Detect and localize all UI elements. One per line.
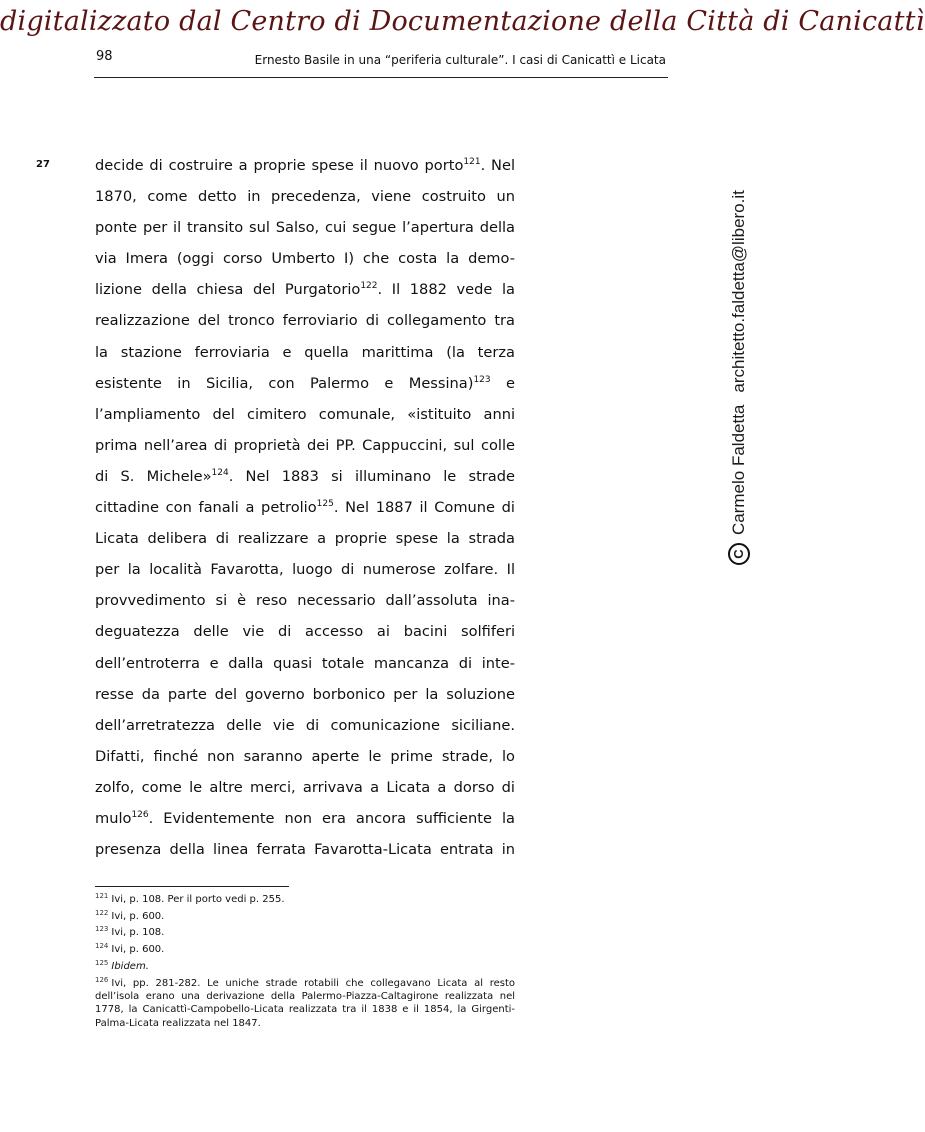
body-line-text: Licata delibera di realizzare a proprie spese la strada [95,530,515,548]
body-line-text: mulo [95,809,132,827]
body-line-text: cittadine con fanali a petrolio [95,499,317,517]
body-line [95,150,515,181]
body-line-text: resse da parte del governo borbonico per la soluzione [95,685,515,703]
body-line-text: presenza della linea ferrata Favarotta-Licata entrata in [95,841,515,859]
body-line [95,803,515,834]
footnote-reference: 121 [463,157,481,167]
footnote [95,893,515,906]
header-rule [94,77,668,78]
body-line-text: . Nel 1883 si illuminano le strade [228,467,515,485]
footnote [95,943,515,956]
footnote-number: 121 [95,892,109,900]
body-line-text: e [490,374,515,392]
body-line-text: provvedimento si è reso necessario dall’assoluta ina- [95,592,515,610]
body-line [95,243,515,274]
body-line-text: per la località Favarotta, luogo di numerose zolfare. Il [95,561,515,579]
body-line-text: di S. Michele» [95,467,212,485]
body-text [95,150,515,865]
footnote-number: 122 [95,908,109,917]
watermark-email: architetto.faldetta@libero.it [729,190,748,393]
body-line-text: via Imera (oggi corso Umberto I) che costa la demo- [95,250,515,268]
body-line-text: lizione della chiesa del Purgatorio [95,281,361,299]
body-line [95,648,515,679]
footnote-reference: 126 [131,809,149,820]
footnote-text: Ivi, p. 108. Per il porto vedi p. 255. [111,894,285,905]
footnote-text: Ivi, pp. 281-282. Le uniche strade rotabili che collegavano Licata al resto dell’isola erano una derivazione della Palermo-Piazza-Caltagirone realizzata nel 1778, la Canicattì-Campobello-Licata realizzata tra il 1838 e il 1854, la Girgenti-Palma-Licata realizzata nel 1847. [95,977,515,1029]
footnote-text: Ivi, p. 600. [111,910,165,922]
body-line [95,274,515,305]
body-line [95,430,515,461]
footnote-reference: 122 [360,281,378,292]
body-line [95,399,515,430]
body-line [95,523,515,554]
body-line [95,337,515,368]
body-line [95,554,515,585]
body-line-text: . Evidentemente non era ancora sufficiente la [148,809,515,827]
body-line-text: esistente in Sicilia, con Palermo e Messina) [95,374,474,392]
copyright-icon: C [728,543,750,565]
body-line-text: dell’entroterra e dalla quasi totale mancanza di inte- [95,654,515,672]
page-number: 98 [96,49,113,64]
body-line [95,679,515,710]
body-line [95,492,515,523]
body-line [95,181,515,212]
body-line-text: . Nel [480,157,515,174]
body-line [95,616,515,647]
digitization-banner: digitalizzato dal Centro di Documentazione della Città di Canicattì [0,6,925,37]
body-line [95,741,515,772]
footnote-text: Ivi, p. 108. [111,927,165,939]
body-line-text: prima nell’area di proprietà dei PP. Cappuccini, sul colle [95,436,515,454]
body-line-text: 1870, come detto in precedenza, viene costruito un [95,188,515,206]
body-line-text: . Il 1882 vede la [377,281,515,299]
body-line-text: . Nel 1887 il Comune di [333,499,515,517]
body-line [95,585,515,616]
body-line-text: ponte per il transito sul Salso, cui segue l’apertura della [95,219,515,237]
footnote-reference: 124 [211,467,229,478]
footnote-reference: 123 [473,374,491,385]
body-line [95,772,515,803]
body-line [95,834,515,865]
footnote [95,910,515,923]
body-line-text: dell’arretratezza delle vie di comunicazione siciliane. [95,716,515,734]
body-line-text: l’ampliamento del cimitero comunale, «istituito anni [95,405,515,423]
body-line [95,368,515,399]
body-line-text: la stazione ferroviaria e quella marittima (la terza [95,343,515,361]
footnote-number: 125 [95,958,109,967]
footnote-number: 124 [95,942,109,951]
body-line [95,710,515,741]
running-title: Ernesto Basile in una “periferia culturale”. I casi di Canicattì e Licata [254,53,666,67]
footnote-number: 126 [95,975,109,984]
footnote-text: Ivi, p. 600. [111,944,165,956]
footnotes [95,893,515,1033]
footnote [95,977,515,1031]
footnote [95,926,515,939]
body-line-text: zolfo, come le altre merci, arrivava a Licata a dorso di [95,778,515,796]
body-line [95,305,515,336]
body-line-text: decide di costruire a proprie spese il nuovo porto [95,157,464,174]
body-line-text: realizzazione del tronco ferroviario di collegamento tra [95,312,515,330]
watermark-author: Carmelo Faldetta [729,404,748,535]
body-line [95,461,515,492]
body-line-text: Difatti, finché non saranno aperte le prime strade, lo [95,747,515,765]
margin-number: 27 [36,159,50,170]
footnote-rule [95,886,289,887]
body-line [95,212,515,243]
footnote [95,960,515,973]
body-line-text: deguatezza delle vie di accesso ai bacini solfiferi [95,623,515,641]
footnote-text: Ibidem. [111,960,149,972]
footnote-reference: 125 [316,499,334,510]
footnote-number: 123 [95,925,109,934]
